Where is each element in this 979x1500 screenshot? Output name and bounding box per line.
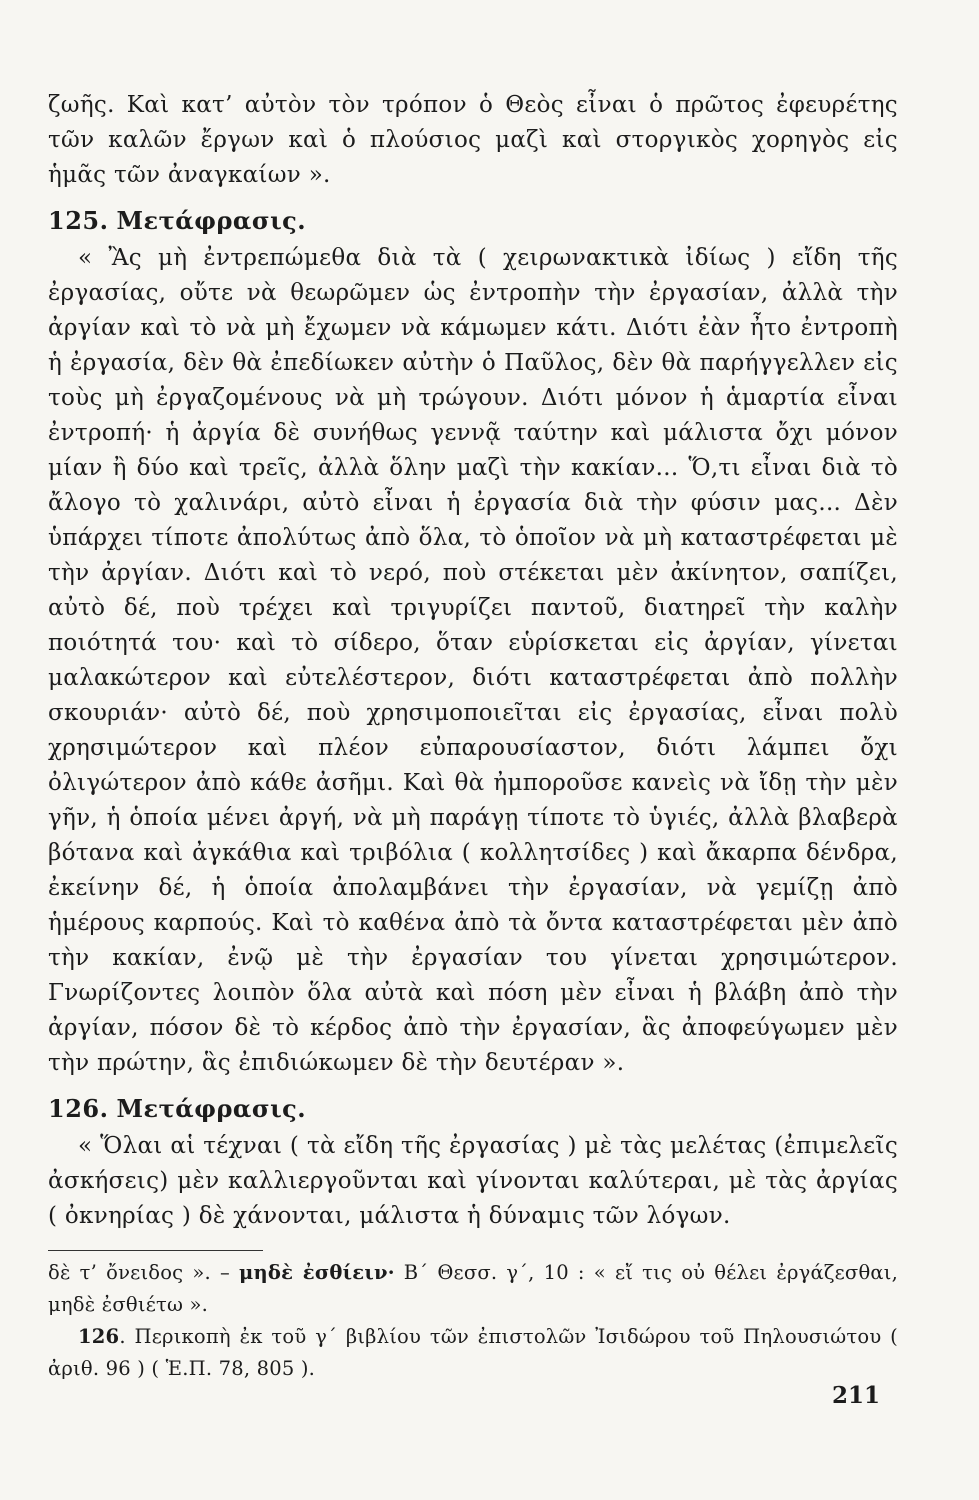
- section-126-title: Μετάφρασις.: [116, 1094, 307, 1123]
- footnote-2: [48, 1321, 898, 1385]
- footnote-1: [48, 1257, 898, 1321]
- footnote-1-end: Β΄ Θεσσ. γ΄, 10 : « εἴ τις οὐ θέλει ἐργάζεσθαι, μηδὲ ἐσθιέτω ».: [48, 1261, 898, 1316]
- footnote-divider: [48, 1250, 263, 1251]
- section-126-number: 126.: [48, 1094, 109, 1123]
- intro-paragraph: ζωῆς. Καὶ κατ’ αὐτὸν τὸν τρόπον ὁ Θεὸς εἶναι ὁ πρῶτος ἐφευρέτης τῶν καλῶν ἔργων καὶ ὁ πλούσιος μαζὶ καὶ στοργικὸς χορηγὸς εἰς ἡμᾶς τῶν ἀναγκαίων ».: [48, 92, 898, 188]
- page-number: 211: [832, 1382, 881, 1409]
- page-content: [48, 88, 898, 1385]
- footnote-1-bold: μηδὲ ἐσθίειν·: [239, 1261, 395, 1284]
- footnote-2-text: . Περικοπὴ ἐκ τοῦ γ΄ βιβλίου τῶν ἐπιστολῶν Ἰσιδώρου τοῦ Πηλουσιώτου ( ἀριθ. 96 ) ( Ἑ.Π. 78, 805 ).: [48, 1325, 898, 1380]
- section-126-heading: [48, 1091, 898, 1127]
- section-126-text: « Ὅλαι αἱ τέχναι ( τὰ εἴδη τῆς ἐργασίας ) μὲ τὰς μελέτας (ἐπιμελεῖς ἀσκήσεις) μὲν καλλιεργοῦνται καὶ γίνονται καλύτεραι, μὲ τὰς ἀργίας ( ὀκνηρίας ) δὲ χάνονται, μάλιστα ἡ δύναμις τῶν λόγων.: [48, 1133, 898, 1229]
- section-125-text: « Ἂς μὴ ἐντρεπώμεθα διὰ τὰ ( χειρωνακτικὰ ἰδίως ) εἴδη τῆς ἐργασίας, οὔτε νὰ θεωρῶμεν ὡς ἐντροπὴν τὴν ἐργασίαν, ἀλλὰ τὴν ἀργίαν καὶ τὸ νὰ μὴ ἔχωμεν νὰ κάμωμεν κάτι. Διότι ἐὰν ἦτο ἐντροπὴ ἡ ἐργασία, δὲν θὰ ἐπεδίωκεν αὐτὴν ὁ Παῦλος, δὲν θὰ παρήγγελλεν εἰς τοὺς μὴ ἐργαζομένους νὰ μὴ τρώγουν. Διότι μόνον ἡ ἁμαρτία εἶναι ἐντροπή· ἡ ἀργία δὲ συνήθως γεννᾷ ταύτην καὶ μάλιστα ὄχι μόνον μίαν ἢ δύο καὶ τρεῖς, ἀλλὰ ὅλην μαζὶ τὴν κακίαν... Ὅ,τι εἶναι διὰ τὸ ἄλογο τὸ χαλινάρι, αὐτὸ εἶναι ἡ ἐργασία διὰ τὴν φύσιν μας... Δὲν ὑπάρχει τίποτε ἀπολύτως ἀπὸ ὅλα, τὸ ὁποῖον νὰ μὴ καταστρέφεται μὲ τὴν ἀργίαν. Διότι καὶ τὸ νερό, ποὺ στέκεται μὲν ἀκίνητον, σαπίζει, αὐτὸ δέ, ποὺ τρέχει καὶ τριγυρίζει παντοῦ, διατηρεῖ τὴν καλὴν ποιότητά του· καὶ τὸ σίδερο, ὅταν εὑρίσκεται εἰς ἀργίαν, γίνεται μαλακώτερον καὶ εὐτελέστερον, διότι καταστρέφεται ἀπὸ πολλὴν σκουριάν· αὐτὸ δέ, ποὺ χρησιμοποιεῖται εἰς ἐργασίας, εἶναι πολὺ χρησιμώτερον καὶ πλέον εὐπαρουσίαστον, διότι λάμπει ὄχι ὀλιγώτερον ἀπὸ κάθε ἀσῆμι. Καὶ θὰ ἠμποροῦσε κανεὶς νὰ ἴδῃ τὴν μὲν γῆν, ἡ ὁποία μένει ἀργή, νὰ μὴ παράγῃ τίποτε τὸ ὑγιές, ἀλλὰ βλαβερὰ βότανα καὶ ἀγκάθια καὶ τριβόλια ( κολλητσίδες ) καὶ ἄκαρπα δένδρα, ἐκείνην δέ, ἡ ὁποία ἀπολαμβάνει τὴν ἐργασίαν, νὰ γεμίζῃ ἀπὸ ἡμέρους καρπούς. Καὶ τὸ καθένα ἀπὸ τὰ ὄντα καταστρέφεται μὲν ἀπὸ τὴν κακίαν, ἐνῷ μὲ τὴν ἐργασίαν του γίνεται χρησιμώτερον. Γνωρίζοντες λοιπὸν ὅλα αὐτὰ καὶ πόση μὲν εἶναι ἡ βλάβη ἀπὸ τὴν ἀργίαν, πόσον δὲ τὸ κέρδος ἀπὸ τὴν ἐργασίαν, ἃς ἀποφεύγωμεν μὲν τὴν πρώτην, ἃς ἐπιδιώκωμεν δὲ τὴν δευτέραν ».: [48, 245, 898, 1076]
- section-125-title: Μετάφρασις.: [116, 206, 307, 235]
- footnote-2-number: 126: [78, 1325, 120, 1348]
- section-125-heading: [48, 203, 898, 239]
- section-125-number: 125.: [48, 206, 109, 235]
- footnote-1-start: δὲ τ’ ὄνειδος ». –: [48, 1261, 240, 1284]
